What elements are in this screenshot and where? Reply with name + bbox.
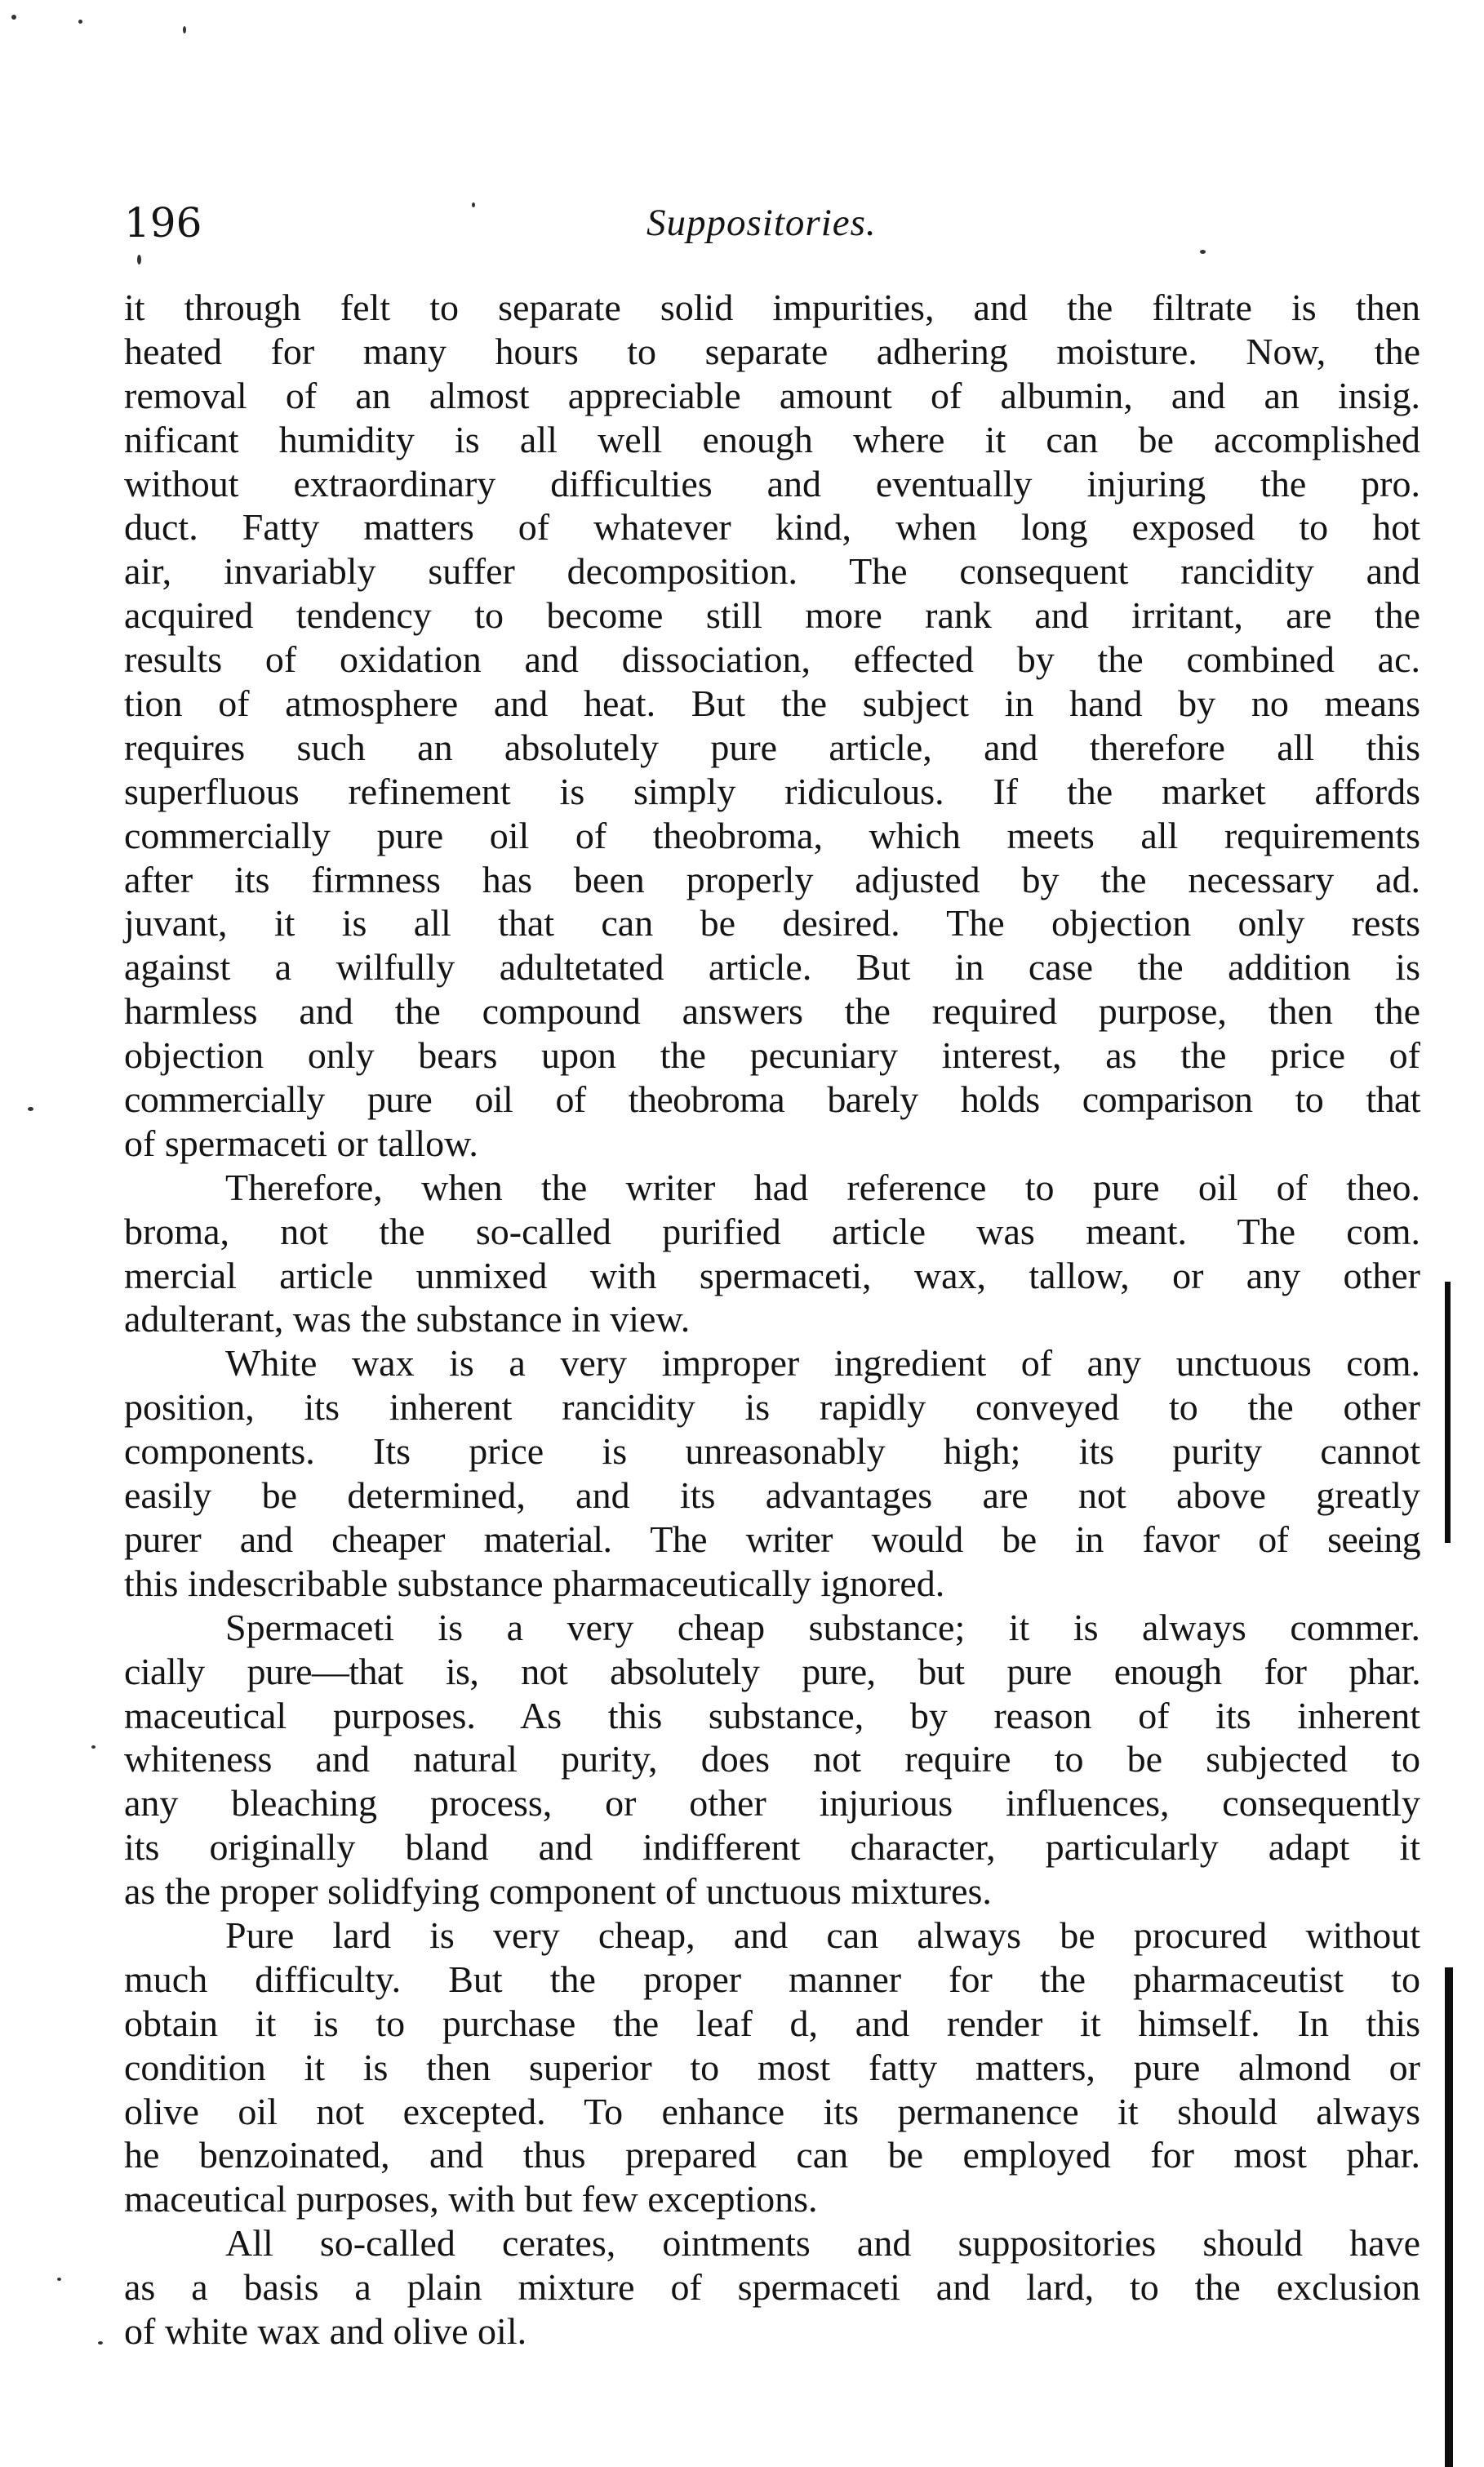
paragraph-first-line: Spermaceti is a very cheap substance; it is always commer.	[225, 1606, 1420, 1648]
text-line: components. Its price is unreasonably high; its purity cannot	[124, 1430, 1420, 1473]
text-line: whiteness and natural purity, does not require to be subjected to	[124, 1738, 1420, 1780]
text-line: against a wilfully adultetated article. But in case the addition is	[124, 946, 1420, 989]
text-line: obtain it is to purchase the leaf d, and render it himself. In this	[124, 2002, 1420, 2044]
text-line: objection only bears upon the pecuniary interest, as the price of	[124, 1034, 1420, 1077]
text-line: this indescribable substance pharmaceutically ignored.	[124, 1562, 945, 1604]
text-line: purer and cheaper material. The writer would be in favor of seeing	[124, 1518, 1420, 1560]
text-line: commercially pure oil of theobroma barely holds comparison to that	[124, 1078, 1420, 1121]
text-line: mercial article unmixed with spermaceti, wax, tallow, or any other	[124, 1254, 1420, 1296]
text-line: after its firmness has been properly adjusted by the necessary ad.	[124, 858, 1420, 900]
text-line: requires such an absolutely pure article, and therefore all this	[124, 726, 1420, 768]
scan-speck	[91, 1745, 96, 1749]
text-line: heated for many hours to separate adhering moisture. Now, the	[124, 330, 1420, 372]
text-line: its originally bland and indifferent character, particularly adapt it	[124, 1826, 1420, 1869]
text-line: maceutical purposes. As this substance, by reason of its inherent	[124, 1694, 1420, 1736]
scan-speck	[183, 26, 186, 33]
paragraph-first-line: All so-called cerates, ointments and suppositories should have	[225, 2222, 1420, 2265]
text-line: tion of atmosphere and heat. But the subject in hand by no means	[124, 682, 1420, 725]
text-line: commercially pure oil of theobroma, which meets all requirements	[124, 814, 1420, 856]
text-line: superfluous refinement is simply ridiculous. If the market affords	[124, 770, 1420, 812]
text-line: much difficulty. But the proper manner for the pharmaceutist to	[124, 1958, 1420, 2000]
scan-speck	[11, 15, 16, 20]
text-line: acquired tendency to become still more rank and irritant, are the	[124, 594, 1420, 637]
text-line: duct. Fatty matters of whatever kind, when long exposed to hot	[124, 506, 1420, 549]
text-line: without extraordinary difficulties and eventually injuring the pro.	[124, 462, 1420, 505]
running-head	[124, 194, 1397, 251]
paragraph-first-line: Therefore, when the writer had reference to pure oil of theo.	[225, 1166, 1420, 1208]
text-line: nificant humidity is all well enough where it can be accomplished	[124, 418, 1420, 460]
text-line: harmless and the compound answers the required purpose, then the	[124, 990, 1420, 1033]
gutter-shadow	[1445, 1967, 1453, 2467]
text-line: of spermaceti or tallow.	[124, 1122, 478, 1164]
text-line: removal of an almost appreciable amount of albumin, and an insig.	[124, 374, 1420, 416]
scan-speck	[98, 2341, 103, 2345]
text-line: air, invariably suffer decomposition. The consequent rancidity and	[124, 550, 1420, 593]
page-number: 196	[124, 199, 202, 247]
text-line: cially pure—that is, not absolutely pure, but pure enough for phar.	[124, 1650, 1420, 1692]
running-title: Suppositories.	[646, 202, 877, 244]
paragraph-first-line: Pure lard is very cheap, and can always be procured without	[225, 1914, 1420, 1956]
text-line: juvant, it is all that can be desired. The objection only rests	[124, 902, 1420, 945]
gutter-shadow	[1445, 1282, 1451, 1543]
text-line: maceutical purposes, with but few exceptions.	[124, 2178, 818, 2220]
scan-speck	[78, 20, 82, 24]
scan-speck	[28, 1107, 33, 1111]
text-line: of white wax and olive oil.	[124, 2309, 527, 2352]
text-line: position, its inherent rancidity is rapidly conveyed to the other	[124, 1386, 1420, 1429]
text-line: broma, not the so-called purified article was meant. The com.	[124, 1210, 1420, 1252]
text-line: results of oxidation and dissociation, effected by the combined ac.	[124, 638, 1420, 681]
scan-speck	[137, 255, 141, 264]
text-line: as a basis a plain mixture of spermaceti and lard, to the exclusion	[124, 2266, 1420, 2309]
paragraph-first-line: White wax is a very improper ingredient of any unctuous com.	[225, 1342, 1420, 1385]
text-line: condition it is then superior to most fatty matters, pure almond or	[124, 2046, 1420, 2088]
text-line: any bleaching process, or other injurious influences, consequently	[124, 1782, 1420, 1825]
body-text	[124, 286, 1420, 2376]
scan-speck	[57, 2278, 61, 2281]
text-line: it through felt to separate solid impurities, and the filtrate is then	[124, 287, 1420, 328]
text-line: easily be determined, and its advantages are not above greatly	[124, 1474, 1420, 1517]
text-line: adulterant, was the substance in view.	[124, 1298, 691, 1340]
text-line: he benzoinated, and thus prepared can be employed for most phar.	[124, 2134, 1420, 2176]
text-line: olive oil not excepted. To enhance its permanence it should always	[124, 2090, 1420, 2132]
text-line: as the proper solidfying component of unctuous mixtures.	[124, 1870, 992, 1913]
